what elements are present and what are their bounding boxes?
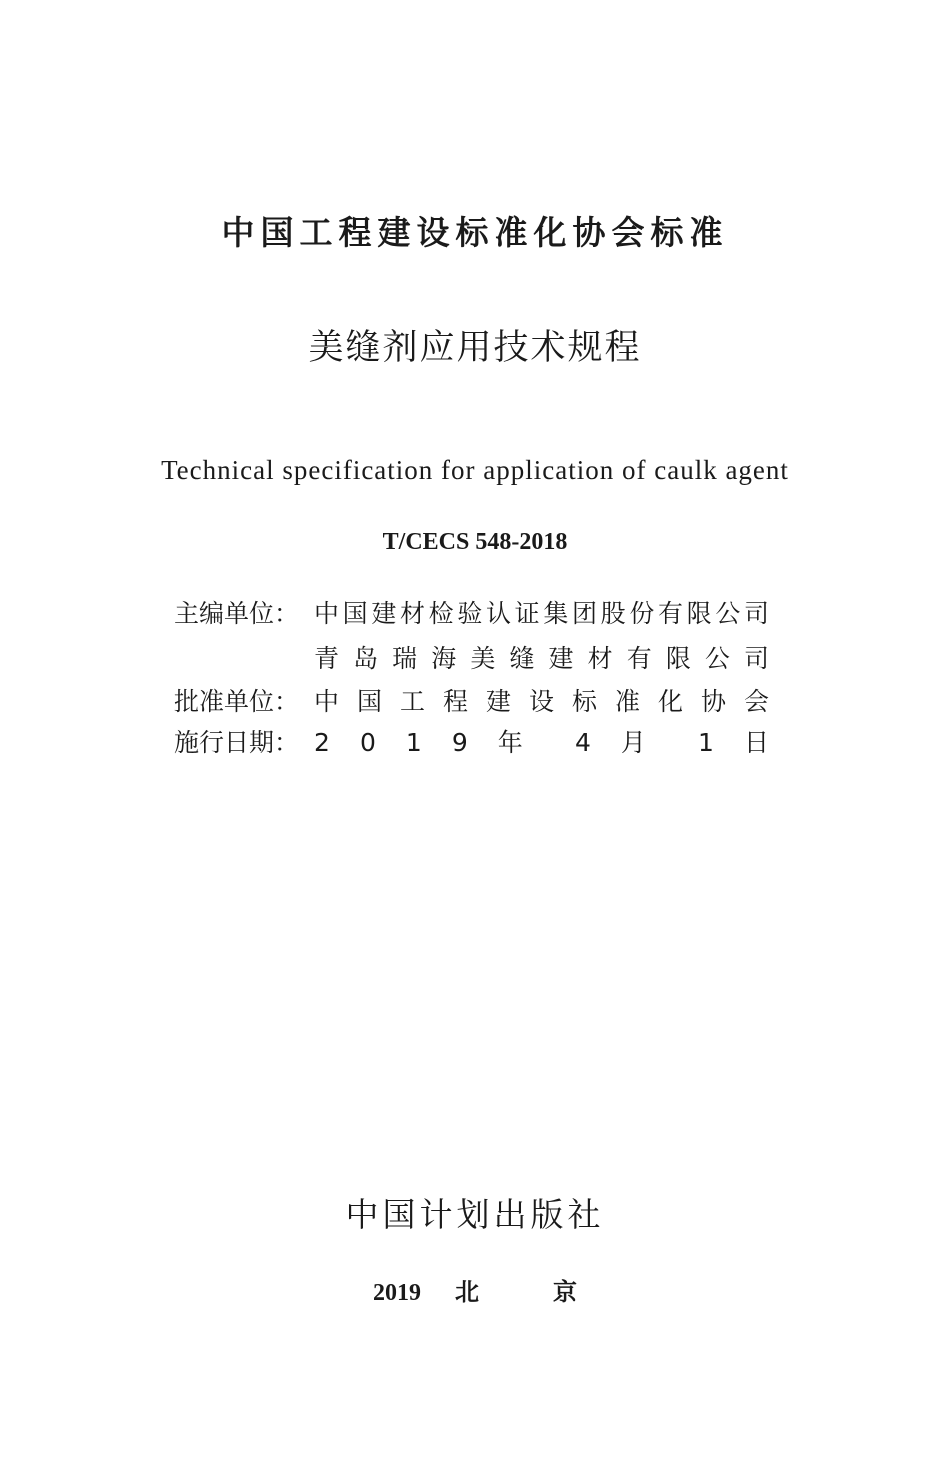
effective-date-label: 施行日期：: [174, 728, 300, 757]
chief-editor-label: 主编单位：: [174, 599, 300, 628]
chief-editor-value: 中国建材检验认证集团股份有限公司: [314, 599, 769, 628]
imprint-city-char-1: 北: [455, 1278, 479, 1306]
chief-editor-row: [174, 594, 774, 634]
co-editor-row: [174, 639, 774, 679]
standard-code: T/CECS 548-2018: [382, 529, 568, 555]
imprint: [0, 1274, 950, 1311]
effective-date-value: 2 0 1 9 年 4 月 1 日: [314, 728, 769, 757]
document-title-chinese: 美缝剂应用技术规程: [308, 328, 642, 368]
co-editor-value: 青 岛 瑞 海 美 缝 建 材 有 限 公 司: [314, 644, 769, 673]
imprint-year: 2019: [373, 1280, 421, 1306]
approver-row: [174, 682, 774, 722]
approver-value: 中 国 工 程 建 设 标 准 化 协 会: [314, 687, 769, 716]
imprint-city-char-2: 京: [553, 1278, 577, 1306]
effective-date-row: [174, 723, 774, 763]
series-title: 中国工程建设标准化协会标准: [221, 213, 729, 252]
document-title-english: Technical specification for application of caulk agent: [161, 455, 789, 485]
publisher-name: 中国计划出版社: [345, 1195, 605, 1234]
approver-label: 批准单位：: [174, 687, 300, 716]
